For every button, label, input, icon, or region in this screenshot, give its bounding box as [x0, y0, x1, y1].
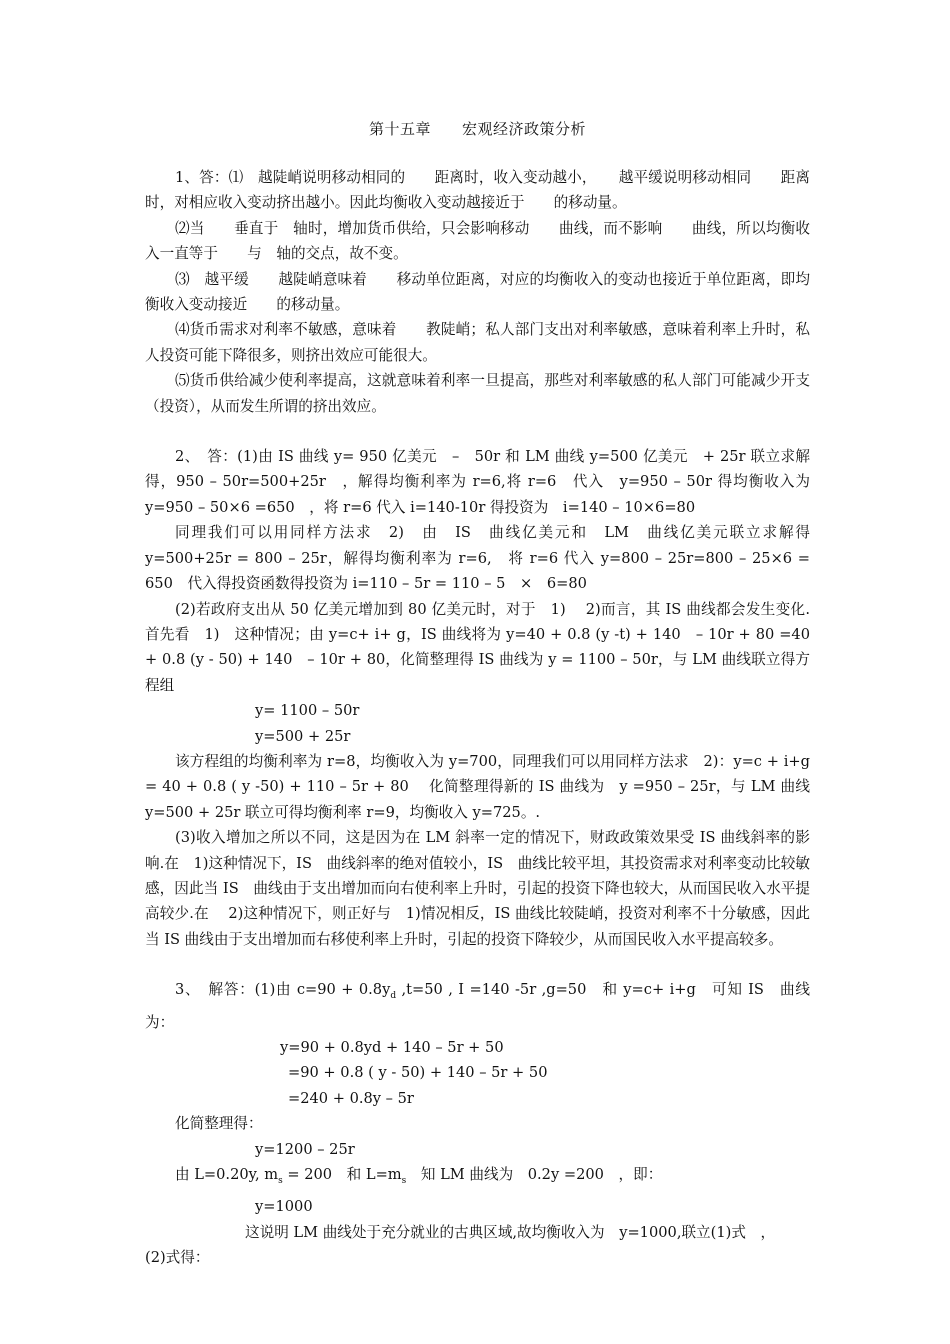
q3-equation-1: y=90 + 0.8yd + 140 – 5r + 50 [280, 1038, 504, 1056]
q1-paragraph-3: ⑶ 越平缓 越陡峭意味着 移动单位距离，对应的均衡收入的变动也接近于单位距离，即均衡收入变动接近 的移动量。 [145, 270, 810, 314]
q2-equation-1: y= 1100 – 50r [255, 702, 360, 720]
q3-equation-2: =90 + 0.8 ( y - 50) + 140 – 5r + 50 [288, 1064, 548, 1082]
q3-line-5: (2)式得： [145, 1249, 210, 1267]
q3-equation-5: y=1000 [255, 1198, 313, 1216]
q1-paragraph-1: 1、答：⑴ 越陡峭说明移动相同的 距离时，收入变动越小， 越平缓说明移动相同 距离时，对相应收入变动挤出越小。因此均衡收入变动越接近于 的移动量。 [145, 169, 810, 212]
q3-line-3 [145, 1162, 810, 1194]
q2-paragraph-3: (2)若政府支出从 50 亿美元增加到 80 亿美元时，对于 1) 2)而言，其 IS 曲线都会发生变化.首先看 1) 这种情况；由 y=c+ i+ g，IS 曲线将为 y=40 + 0.8 (y -t) + 140 – 10r + 80 =40 + 0.8 (y - 50) + 140 – 10r + 80，化简整理得 IS 曲线为 y = 1100 – 50r，与 LM 曲线联立得方程组 [145, 600, 810, 694]
spacer [145, 419, 810, 444]
q3-line-4: 这说明 LM 曲线处于充分就业的古典区域,故均衡收入为 y=1000,联立(1)式 ， [245, 1223, 776, 1241]
q3-line-3-text: 由 L=0.20y, m [175, 1165, 279, 1183]
subscript: d [390, 991, 397, 1002]
q2-equation-2: y=500 + 25r [255, 727, 351, 745]
subscript: s [401, 1175, 407, 1186]
q3-line-3-text-3: 知 LM 曲线为 0.2y =200 ，即： [406, 1165, 663, 1183]
q3-equation-4: y=1200 – 25r [255, 1140, 355, 1158]
q2-paragraph-1: 2、 答：(1)由 IS 曲线 y= 950 亿美元 – 50r 和 LM 曲线 y=500 亿美元 + 25r 联立求解得，950 – 50r=500+25r ，解得均衡利率为 r=6,将 r=6 代入 y=950 – 50r 得均衡收入为 y=950 – 50×6 =650 ，将 r=6 代入 i=140-10r 得投资为 i=140 – 10×6=80 [145, 448, 825, 516]
subscript: s [278, 1175, 283, 1186]
q2-paragraph-5: (3)收入增加之所以不同，这是因为在 LM 斜率一定的情况下，财政政策效果受 IS 曲线斜率的影响.在 1)这种情况下，IS 曲线斜率的绝对值较小，IS 曲线比较平坦，其投资需求对利率变动比较敏感，因此当 IS 曲线由于支出增加而向右使利率上升时，引起的投资下降也较大，从而国民收入水平提高较少.在 2)这种情况下，则正好与 1)情况相反，IS 曲线比较陡峭，投资对利率不十分敏感，因此当 IS 曲线由于支出增加而右移使利率上升时，引起的投资下降较少，从而国民收入水平提高较多。 [145, 829, 810, 948]
q3-line-1 [145, 977, 810, 1035]
q3-equation-3: =240 + 0.8y – 5r [288, 1089, 414, 1107]
q3-line-2: 化简整理得： [175, 1115, 263, 1133]
spacer [145, 952, 810, 977]
document-page [145, 118, 825, 1270]
q3-line-1-text-2: ,t=50 , I =140 -5r ,g=50 和 y=c+ i+g 可知 IS 曲线为： [145, 981, 810, 1031]
q1-paragraph-2: ⑵当 垂直于 轴时，增加货币供给，只会影响移动 曲线，而不影响 曲线，所以均衡收入一直等于 与 轴的交点，故不变。 [145, 219, 810, 263]
q3-line-3-text-2: = 200 和 L=m [282, 1165, 402, 1183]
q1-paragraph-5: ⑸货币供给减少使利率提高，这就意味着利率一旦提高，那些对利率敏感的私人部门可能减少开支（投资），从而发生所谓的挤出效应。 [145, 372, 810, 415]
q1-paragraph-4: ⑷货币需求对利率不敏感，意味着 教陡峭；私人部门支出对利率敏感，意味着利率上升时，私人投资可能下降很多，则挤出效应可能很大。 [145, 321, 810, 364]
chapter-title: 第十五章 宏观经济政策分析 [368, 120, 586, 138]
q3-line-1-text: 3、 解答：(1)由 c=90 + 0.8y [175, 981, 391, 999]
q2-paragraph-4: 该方程组的均衡利率为 r=8，均衡收入为 y=700，同理我们可以用同样方法求 2)：y=c + i+g = 40 + 0.8 ( y -50) + 110 – 5r + 80 化简整理得新的 IS 曲线为 y =950 – 25r，与 LM 曲线 y=500 + 25r 联立可得均衡利率 r=9，均衡收入 y=725。. [145, 752, 810, 821]
q2-paragraph-2: 同理我们可以用同样方法求 2) 由 IS 曲线亿美元和 LM 曲线亿美元联立求解得 y=500+25r = 800 – 25r，解得均衡利率为 r=6, 将 r=6 代入 y=800 – 25r=800 – 25×6 = 650 代入得投资函数得投资为 i=110 – 5r = 110 – 5 × 6=80 [145, 524, 810, 593]
